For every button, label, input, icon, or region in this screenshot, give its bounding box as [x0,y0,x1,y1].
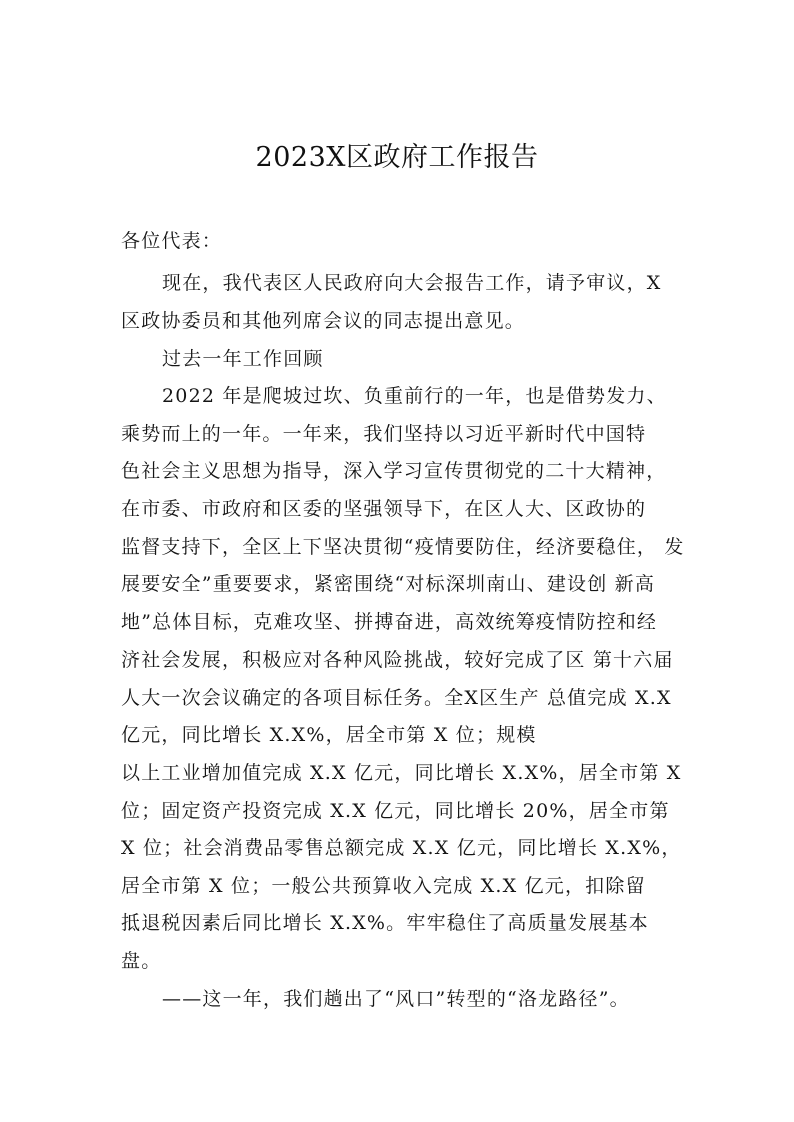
document-title: 2023X区政府工作报告 [255,142,539,173]
body-line: 人大一次会议确定的各项目标任务。全X区生产 总值完成 X.X [121,687,672,709]
body-line: 居全市第 X 位；一般公共预算收入完成 X.X 亿元，扣除留 [121,875,646,897]
section-heading: 过去一年工作回顾 [162,348,324,370]
body-line: 抵退税因素后同比增长 X.X%。牢牢稳住了高质量发展基本 [121,912,649,934]
body-line: 现在，我代表区人民政府向大会报告工作，请予审议，X [162,272,662,294]
body-line: 2022 年是爬坡过坎、负重前行的一年，也是借势发力、 [162,385,667,407]
body-line: ——这一年，我们趟出了“风口”转型的“洛龙路径”。 [162,988,630,1010]
body-line: 以上工业增加值完成 X.X 亿元，同比增长 X.X%，居全市第 X [121,762,682,784]
body-line: 乘势而上的一年。一年来，我们坚持以习近平新时代中国特 [121,423,647,445]
body-line: 色社会主义思想为指导，深入学习宣传贯彻党的二十大精神， [121,460,667,482]
body-line: 在市委、市政府和区委的坚强领导下，在区人大、区政协的 [121,498,647,520]
body-line: 监督支持下，全区上下坚决贯彻“疫情要防住，经济要稳住， 发 [121,536,685,558]
body-line: 区政协委员和其他列席会议的同志提出意见。 [121,310,526,332]
body-line: 亿元，同比增长 X.X%，居全市第 X 位；规模 [121,724,537,746]
salutation-line: 各位代表： [121,230,223,252]
body-line: 位；固定资产投资完成 X.X 亿元，同比增长 20%，居全市第 [121,800,670,822]
body-line: 济社会发展，积极应对各种风险挑战，较好完成了区 第十六届 [121,649,674,671]
body-line: 盘。 [121,950,162,972]
body-line: 地”总体目标，克难攻坚、拼搏奋进，高效统筹疫情防控和经 [121,611,658,633]
body-line: 展要安全”重要要求，紧密围绕“对标深圳南山、建设创 新高 [121,573,656,595]
body-line: X 位；社会消费品零售总额完成 X.X 亿元，同比增长 X.X%， [121,837,682,859]
